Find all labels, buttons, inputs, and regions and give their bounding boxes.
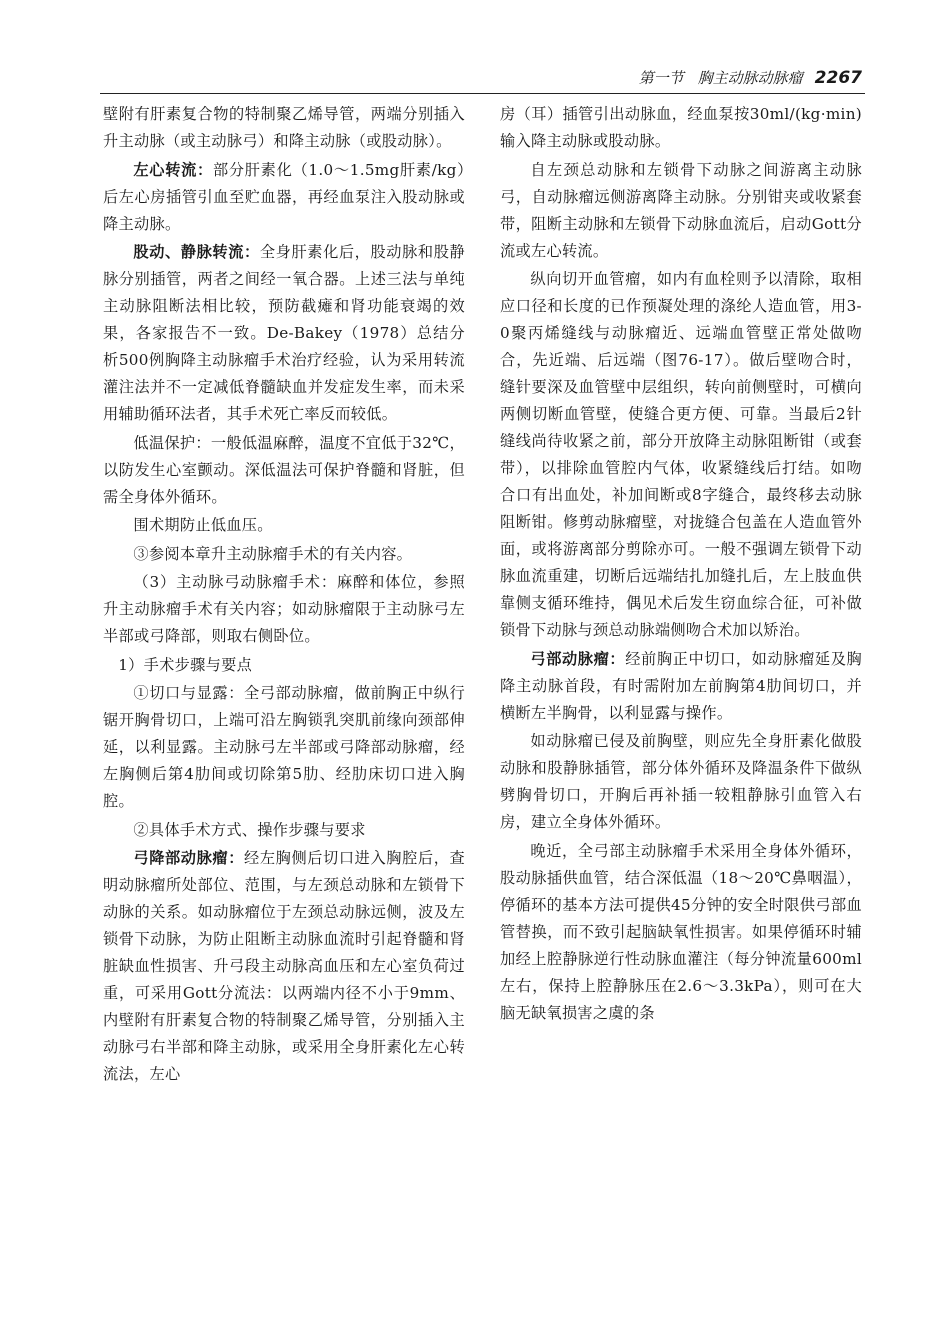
paragraph [103, 101, 465, 155]
paragraph-text: 壁附有肝素复合物的特制聚乙烯导管，两端分别插入升主动脉（或主动脉弓）和降主动脉（或股动脉）。 [103, 105, 465, 150]
paragraph-lead: 弓部动脉瘤： [530, 649, 626, 668]
paragraph-text: ②具体手术方式、操作步骤与要求 [133, 820, 366, 839]
paragraph-text: （3）主动脉弓动脉瘤手术：麻醉和体位，参照升主动脉瘤手术有关内容；如动脉瘤限于主动脉弓左半部或弓降部，则取右侧卧位。 [103, 573, 465, 645]
right-column [500, 101, 862, 1028]
paragraph [103, 512, 465, 539]
paragraph-lead: 左心转流： [133, 160, 213, 179]
paragraph [500, 646, 862, 727]
paragraph-text: 部分肝素化（1.0～1.5mg肝素/kg）后左心房插管引血至贮血器，再经血泵注入股动脉或降主动脉。 [103, 160, 466, 233]
section-label: 第一节 [638, 69, 684, 87]
paragraph-text: 房（耳）插管引出动脉血，经血泵按30ml/(kg·min)输入降主动脉或股动脉。 [500, 105, 862, 150]
paragraph [103, 239, 465, 428]
section-title: 胸主动脉动脉瘤 [697, 69, 803, 87]
running-head [639, 67, 862, 88]
paragraph [103, 652, 465, 679]
paragraph-lead: 弓降部动脉瘤： [133, 849, 245, 867]
paragraph [500, 266, 862, 644]
paragraph-text: 围术期防止低血压。 [133, 516, 273, 534]
paragraph-text: 如动脉瘤已侵及前胸壁，则应先全身肝素化做股动脉和股静脉插管，部分体外循环及降温条件下做纵劈胸骨切口，开胸后再补插一较粗静脉引血管入右房，建立全身体外循环。 [500, 732, 862, 831]
paragraph [500, 157, 862, 265]
paragraph-text: 经前胸正中切口，如动脉瘤延及胸降主动脉首段，有时需附加左前胸第4肋间切口，并横断左半胸骨，以利显露与操作。 [500, 649, 862, 722]
paragraph [500, 101, 862, 155]
paragraph [103, 157, 465, 238]
paragraph-text: 全身肝素化后，股动脉和股静脉分别插管，两者之间经一氧合器。上述三法与单纯主动脉阻断法相比较，预防截瘫和肾功能衰竭的效果，各家报告不一致。De-Bakey（1978）总结分析500例胸降主动脉瘤手术治疗经验，认为采用转流灌注法并不一定减低脊髓缺血并发症发生率，而未采用辅助循环法者，其手术死亡率反而较低。 [103, 243, 465, 423]
paragraph [103, 569, 465, 650]
paragraph [103, 817, 465, 844]
paragraph-lead: 股动、静脉转流： [133, 243, 260, 261]
paragraph [103, 680, 465, 815]
paragraph [103, 541, 465, 568]
paragraph-text: 纵向切开血管瘤，如内有血栓则予以清除，取相应口径和长度的已作预凝处理的涤纶人造血管，用3-0聚丙烯缝线与动脉瘤近、远端血管壁正常处做吻合，先近端、后远端（图76-17）。做后壁吻合时，缝针要深及血管壁中层组织，转向前侧壁时，可横向两侧切断血管壁，使缝合更方便、可靠。当最后2针缝线尚待收紧之前，部分开放降主动脉阻断钳（或套带），以排除血管腔内气体，收紧缝线后打结。如吻合口有出血处，补加间断或8字缝合，最终移去动脉阻断钳。修剪动脉瘤壁，对拢缝合包盖在人造血管外面，或将游离部分剪除亦可。一般不强调左锁骨下动脉血流重建，切断后远端结扎加缝扎后，左上肢血供靠侧支循环维持，偶见术后发生窃血综合征，可补做锁骨下动脉与颈总动脉端侧吻合术加以矫治。 [500, 270, 862, 639]
left-column [103, 101, 465, 1090]
page-number: 2267 [814, 68, 862, 88]
header-rule [100, 93, 865, 94]
paragraph [103, 430, 465, 511]
paragraph-text: 1）手术步骤与要点 [118, 655, 253, 674]
paragraph [500, 838, 862, 1027]
paragraph-text: 经左胸侧后切口进入胸腔后，查明动脉瘤所处部位、范围，与左颈总动脉和左锁骨下动脉的关系。如动脉瘤位于左颈总动脉远侧，波及左锁骨下动脉，为防止阻断主动脉血流时引起脊髓和肾脏缺血性损害、升弓段主动脉高血压和左心室负荷过重，可采用Gott分流法：以两端内径不小于9mm、内壁附有肝素复合物的特制聚乙烯导管，分别插入主动脉弓右半部和降主动脉，或采用全身肝素化左心转流法，左心 [103, 849, 465, 1083]
paragraph-text: 晚近，全弓部主动脉瘤手术采用全身体外循环，股动脉插供血管，结合深低温（18～20℃鼻咽温），停循环的基本方法可提供45分钟的安全时限供弓部血管替换，而不致引起脑缺氧性损害。如果停循环时辅加经上腔静脉逆行性动脉血灌注（每分钟流量600ml左右，保持上腔静脉压在2.6～3.3kPa），则可在大脑无缺氧损害之虞的条 [500, 841, 862, 1022]
paragraph [500, 728, 862, 836]
paragraph-text: ①切口与显露：全弓部动脉瘤，做前胸正中纵行锯开胸骨切口，上端可沿左胸锁乳突肌前缘向颈部伸延，以利显露。主动脉弓左半部或弓降部动脉瘤，经左胸侧后第4肋间或切除第5肋、经肋床切口进入胸腔。 [103, 684, 465, 810]
paragraph-text: ③参阅本章升主动脉瘤手术的有关内容。 [133, 544, 413, 563]
paragraph [103, 845, 465, 1088]
paragraph-text: 自左颈总动脉和左锁骨下动脉之间游离主动脉弓，自动脉瘤远侧游离降主动脉。分别钳夹或收紧套带，阻断主动脉和左锁骨下动脉血流后，启动Gott分流或左心转流。 [500, 160, 862, 260]
paragraph-text: 低温保护：一般低温麻醉，温度不宜低于32℃，以防发生心室颤动。深低温法可保护脊髓和肾脏，但需全身体外循环。 [103, 433, 465, 506]
